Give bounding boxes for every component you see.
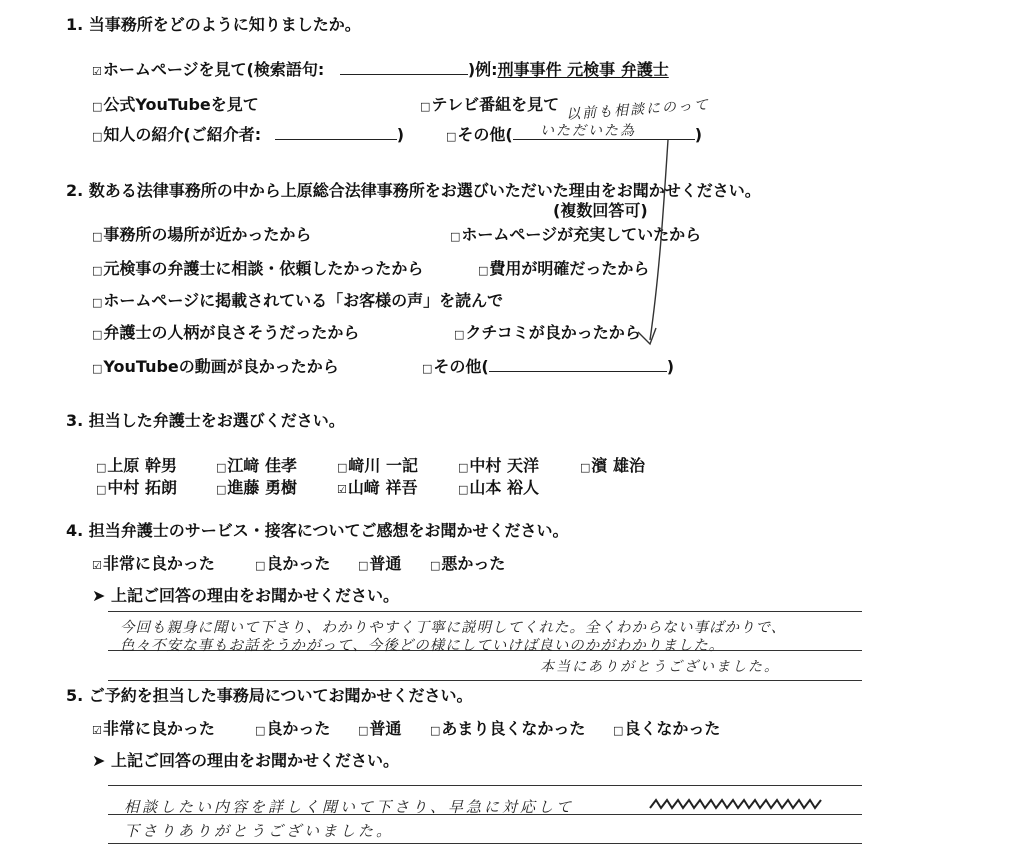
- q2-title: 2. 数ある法律事務所の中から上原総合法律事務所をお選びいただいた理由をお聞かせください。: [66, 181, 761, 200]
- lawyer-name: 﨑川 一記: [348, 456, 418, 475]
- example-keywords: 刑事事件 元検事 弁護士: [497, 60, 669, 79]
- lawyer-name: 江﨑 佳孝: [227, 456, 297, 475]
- q1-other-label: その他(: [457, 125, 513, 144]
- rating-label: 良くなかった: [624, 719, 721, 738]
- lawyer-name: 山﨑 祥吾: [347, 478, 418, 497]
- checkbox-icon[interactable]: □: [580, 461, 591, 474]
- q1-referral-label: 知人の紹介(ご紹介者:: [103, 125, 262, 144]
- q3-title: 3. 担当した弁護士をお選びください。: [66, 411, 345, 430]
- checkbox-icon[interactable]: □: [92, 264, 103, 277]
- lawyer-name: 進藤 勇樹: [227, 478, 297, 497]
- q2-option-label: 事務所の場所が近かったから: [103, 225, 312, 244]
- checkbox-icon[interactable]: □: [422, 362, 433, 375]
- checkbox-icon[interactable]: □: [450, 230, 461, 243]
- lawyer-name: 中村 拓朗: [107, 478, 177, 497]
- q4-title: 4. 担当弁護士のサービス・接客についてご感想をお聞かせください。: [66, 521, 569, 540]
- rating-label: 普通: [369, 719, 402, 738]
- checked-box-icon[interactable]: ☑: [337, 483, 347, 496]
- q1-tv-label: テレビ番組を見て: [431, 95, 560, 114]
- q2-option-label: 弁護士の人柄が良さそうだったから: [103, 323, 360, 342]
- q4-answer-line3: 本当にありがとうございました。: [540, 659, 780, 675]
- checkbox-icon[interactable]: □: [92, 328, 103, 341]
- checkbox-icon[interactable]: □: [216, 483, 227, 496]
- checkbox-icon[interactable]: □: [92, 230, 103, 243]
- q1-title: 1. 当事務所をどのように知りましたか。: [66, 15, 361, 34]
- q5-answer-line2: 下さりありがとうございました。: [124, 822, 395, 840]
- checked-box-icon[interactable]: ☑: [92, 65, 102, 78]
- reason-prompt-label: 上記ご回答の理由をお聞かせください。: [110, 586, 399, 605]
- checkbox-icon[interactable]: □: [613, 724, 624, 737]
- checkbox-icon[interactable]: □: [430, 724, 441, 737]
- rating-label: 良かった: [266, 554, 331, 573]
- lawyer-name: 中村 天洋: [469, 456, 539, 475]
- checkbox-icon[interactable]: □: [358, 559, 369, 572]
- q2-other-suffix: ): [666, 357, 675, 376]
- q5-answer-line1: 相談したい内容を詳しく聞いて下さり、早急に対応して: [124, 798, 575, 816]
- q2-other-label: その他(: [433, 357, 489, 376]
- rating-label: あまり良くなかった: [441, 719, 586, 738]
- rating-label: 非常に良かった: [102, 719, 215, 738]
- q2-option-label: YouTubeの動画が良かったから: [103, 357, 339, 376]
- checkbox-icon[interactable]: □: [255, 559, 266, 572]
- checkbox-icon[interactable]: □: [92, 130, 103, 143]
- checked-box-icon[interactable]: ☑: [92, 559, 102, 572]
- checkbox-icon[interactable]: □: [92, 100, 103, 113]
- checkbox-icon[interactable]: □: [454, 328, 465, 341]
- q1-homepage-suffix: )例:: [467, 60, 498, 79]
- q1-other-handwritten-2: いただいた為: [540, 123, 636, 139]
- checkbox-icon[interactable]: □: [96, 483, 107, 496]
- checkbox-icon[interactable]: □: [358, 724, 369, 737]
- reason-prompt-label: 上記ご回答の理由をお聞かせください。: [110, 751, 399, 770]
- checkbox-icon[interactable]: □: [478, 264, 489, 277]
- handwritten-arrow-line: [650, 140, 668, 340]
- q2-option-label: ホームページが充実していたから: [461, 225, 702, 244]
- q2-note: (複数回答可): [553, 201, 648, 220]
- checkbox-icon[interactable]: □: [430, 559, 441, 572]
- arrow-icon: ➤: [92, 586, 106, 605]
- checkbox-icon[interactable]: □: [458, 483, 469, 496]
- q1-homepage-label: ホームページを見て(検索語句:: [102, 60, 325, 79]
- q2-option-label: クチコミが良かったから: [465, 323, 641, 342]
- checkbox-icon[interactable]: □: [337, 461, 348, 474]
- q1-other-suffix: ): [694, 125, 703, 144]
- rating-label: 非常に良かった: [102, 554, 215, 573]
- handwritten-arrow-head: [638, 328, 656, 344]
- checkbox-icon[interactable]: □: [255, 724, 266, 737]
- lawyer-name: 山本 裕人: [469, 478, 539, 497]
- rating-label: 普通: [369, 554, 402, 573]
- checkbox-icon[interactable]: □: [92, 296, 103, 309]
- checkbox-icon[interactable]: □: [96, 461, 107, 474]
- q2-option-label: 元検事の弁護士に相談・依頼したかったから: [103, 259, 424, 278]
- q5-title: 5. ご予約を担当した事務局についてお聞かせください。: [66, 686, 473, 705]
- scribble-strikeout: [650, 800, 821, 808]
- q2-option-label: ホームページに掲載されている「お客様の声」を読んで: [103, 291, 504, 310]
- checkbox-icon[interactable]: □: [216, 461, 227, 474]
- checked-box-icon[interactable]: ☑: [92, 724, 102, 737]
- checkbox-icon[interactable]: □: [458, 461, 469, 474]
- q1-referral-suffix: ): [396, 125, 405, 144]
- q4-answer-line2: 色々不安な事もお話をうかがって、今後どの様にしていけば良いのかがわかりました。: [120, 638, 725, 654]
- q4-answer-line1: 今回も親身に聞いて下さり、わかりやすく丁寧に説明してくれた。全くわからない事ばかりで、: [120, 620, 787, 636]
- checkbox-icon[interactable]: □: [446, 130, 457, 143]
- q1-youtube-label: 公式YouTubeを見て: [103, 95, 259, 114]
- checkbox-icon[interactable]: □: [92, 362, 103, 375]
- arrow-icon: ➤: [92, 751, 106, 770]
- checkbox-icon[interactable]: □: [420, 100, 431, 113]
- lawyer-name: 上原 幹男: [107, 456, 177, 475]
- lawyer-name: 濱 雄治: [591, 456, 645, 475]
- q1-other-handwritten-1: 以前も相談にのって: [565, 96, 711, 123]
- rating-label: 良かった: [266, 719, 331, 738]
- rating-label: 悪かった: [441, 554, 506, 573]
- q2-option-label: 費用が明確だったから: [489, 259, 650, 278]
